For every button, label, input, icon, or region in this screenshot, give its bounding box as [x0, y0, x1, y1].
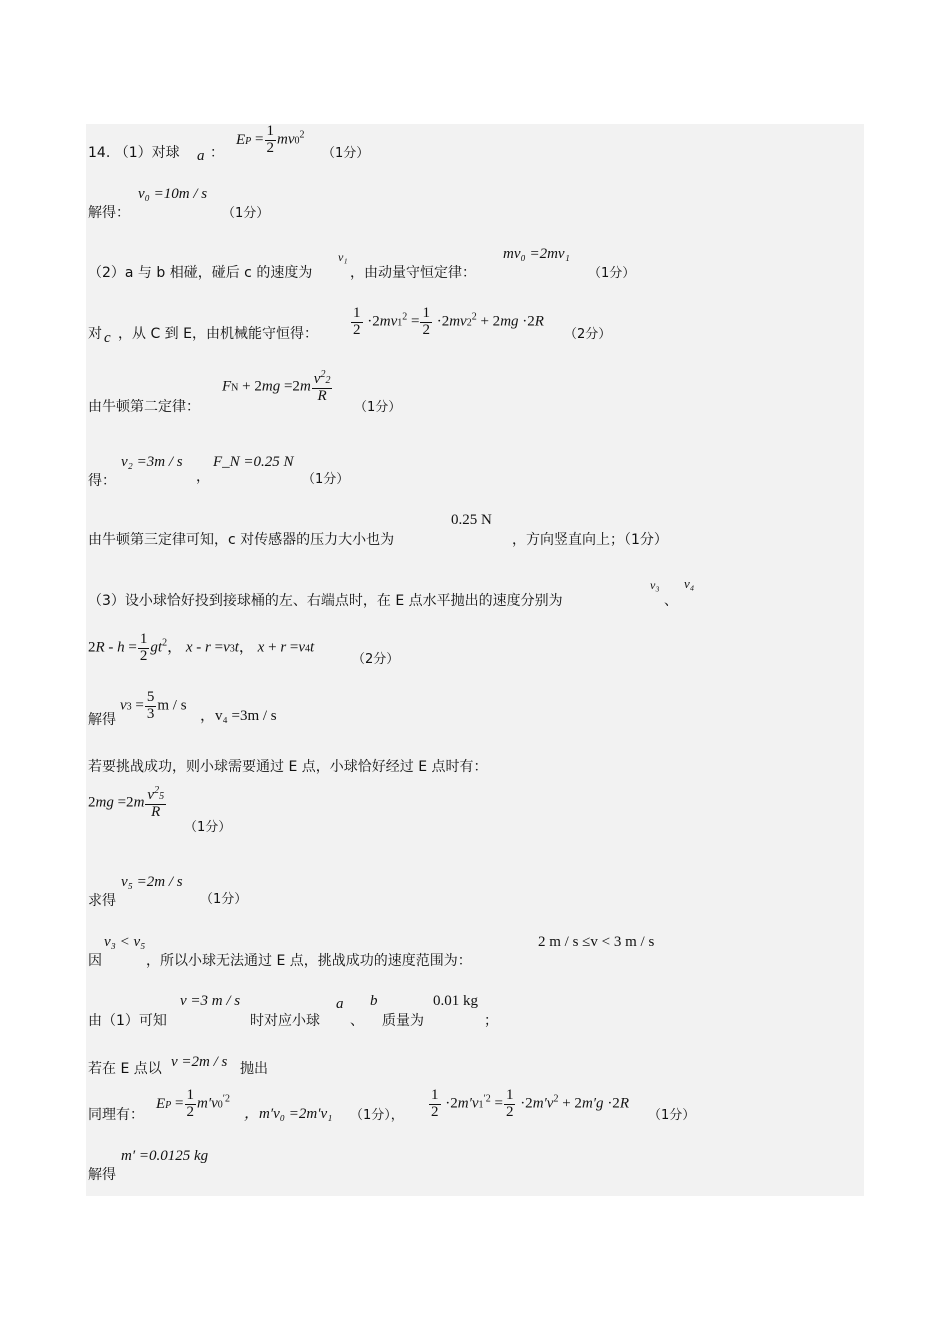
eq-v2ms: v =2m / s: [171, 1054, 228, 1070]
text-dui: 对: [88, 326, 102, 342]
points-12: （1分）: [184, 820, 232, 835]
line-1: [88, 142, 180, 162]
text-energy-cons: ，从 C 到 E，由机械能守恒得：: [118, 326, 318, 342]
eq-v5: v₅ =2m / s: [121, 874, 183, 890]
eq-momentum: mv₀ =2mv₁: [503, 246, 570, 262]
label-de: 得：: [88, 473, 116, 489]
points-6: （1分）: [302, 472, 350, 487]
points-17b: （1分）: [648, 1108, 696, 1123]
ineq-v3-v5: v₃ < v₅: [104, 934, 146, 950]
eq-mech-energy-prime: $\frac{1}{2}$ $\cdot 2m'v1^{'2}$ = $\frac{1}{2}$ $\cdot 2m'v^2 + 2m'g \cdot 2R$: [431, 1087, 629, 1120]
eq-mech-energy: $\frac{1}{2}$ $\cdot 2mv1^2$ = $\frac{1}{2}$ $\cdot 2mv2^2 + 2mg \cdot 2R$: [353, 305, 544, 338]
label-solve-3: 解得: [88, 1167, 116, 1183]
var-v3: v₃: [650, 578, 660, 592]
semicolon: ；: [484, 1013, 498, 1029]
label-similarly: 同理有：: [88, 1107, 144, 1123]
points-4: （2分）: [564, 327, 612, 342]
eq-v3ms: v =3 m / s: [180, 993, 241, 1009]
var-ma: a: [336, 996, 344, 1012]
points-5: （1分）: [354, 400, 402, 415]
text-from1: 由（1）可知: [88, 1013, 167, 1029]
text-ball: 时对应小球: [250, 1013, 320, 1029]
eq-energy-prime: EP = $\frac{1}{2}$ $m'v0^{'2}$: [156, 1087, 230, 1120]
var-a: a: [197, 148, 205, 164]
text-momentum: ，由动量守恒定律：: [350, 265, 476, 281]
eq-mprime: m′ =0.0125 kg: [121, 1148, 209, 1164]
eq-v0: v₀ =10m / s: [138, 186, 208, 202]
var-v4: v₄: [684, 576, 695, 591]
var-v1: v₁: [338, 250, 348, 264]
eq-newton2: FN + 2mg =2m $\frac{v^22}{R}$: [222, 369, 331, 404]
eq-energy: EP = $\frac{1}{2}$ $mv0^2$: [236, 123, 305, 156]
text-part3: （3）设小球恰好投到接球桶的左、右端点时，在 E 点水平抛出的速度分别为: [88, 593, 563, 609]
text-if-E: 若在 E 点以: [88, 1061, 162, 1077]
separator: 、: [664, 593, 678, 609]
eq-circular: 2mg =2m $\frac{v^25}{R}$: [88, 785, 165, 820]
points-1: （1分）: [322, 146, 370, 161]
label-solve-1: 解得：: [88, 205, 130, 221]
text-mass: 质量为: [382, 1013, 424, 1029]
value-force: 0.25 N: [451, 512, 492, 528]
eq-v2: v₂ =3m / s: [121, 454, 183, 470]
eq-range: 2 m / s ≤v < 3 m / s: [538, 934, 655, 950]
eq-v4: ，v₄ =3m / s: [200, 708, 277, 724]
points-17a: （1分），: [350, 1108, 404, 1123]
label-newton2: 由牛顿第二定律：: [88, 399, 200, 415]
text-throw: 抛出: [240, 1061, 268, 1077]
text-newton3: 由牛顿第三定律可知，c 对传感器的压力大小也为: [88, 532, 395, 548]
text-challenge: 若要挑战成功，则小球需要通过 E 点，小球恰好经过 E 点时有：: [88, 759, 488, 775]
label-solve-2: 解得: [88, 712, 116, 728]
eq-fn: F_N =0.25 N: [213, 454, 294, 470]
value-mass: 0.01 kg: [433, 993, 478, 1009]
points-13: （1分）: [200, 892, 248, 907]
label-qiude: 求得: [88, 893, 116, 909]
eq-momentum-prime: ，m′v₀ =2m′v₁: [244, 1106, 333, 1122]
points-3: （1分）: [588, 266, 636, 281]
question-head: 14. （1）对球: [88, 145, 180, 161]
label-yin: 因: [88, 953, 102, 969]
var-mb: b: [370, 993, 378, 1009]
text-range: ，所以小球无法通过 E 点，挑战成功的速度范围为：: [146, 953, 472, 969]
points-2: （1分）: [222, 206, 270, 221]
points-9: （2分）: [352, 652, 400, 667]
text-direction: ，方向竖直向上；（1分）: [512, 532, 668, 548]
colon: ：: [210, 145, 224, 161]
eq-v3: v3 = $\frac{5}{3}$ m / s: [120, 689, 187, 722]
var-c: c: [104, 330, 111, 346]
comma: ，: [196, 469, 210, 485]
text-collision: （2）a 与 b 相碰，碰后 c 的速度为: [88, 265, 313, 281]
separator-2: 、: [350, 1013, 364, 1029]
eq-projectile: 2R - h = $\frac{1}{2}$ $gt^2$， x - r =v3t， x + r =v4t: [88, 631, 315, 664]
